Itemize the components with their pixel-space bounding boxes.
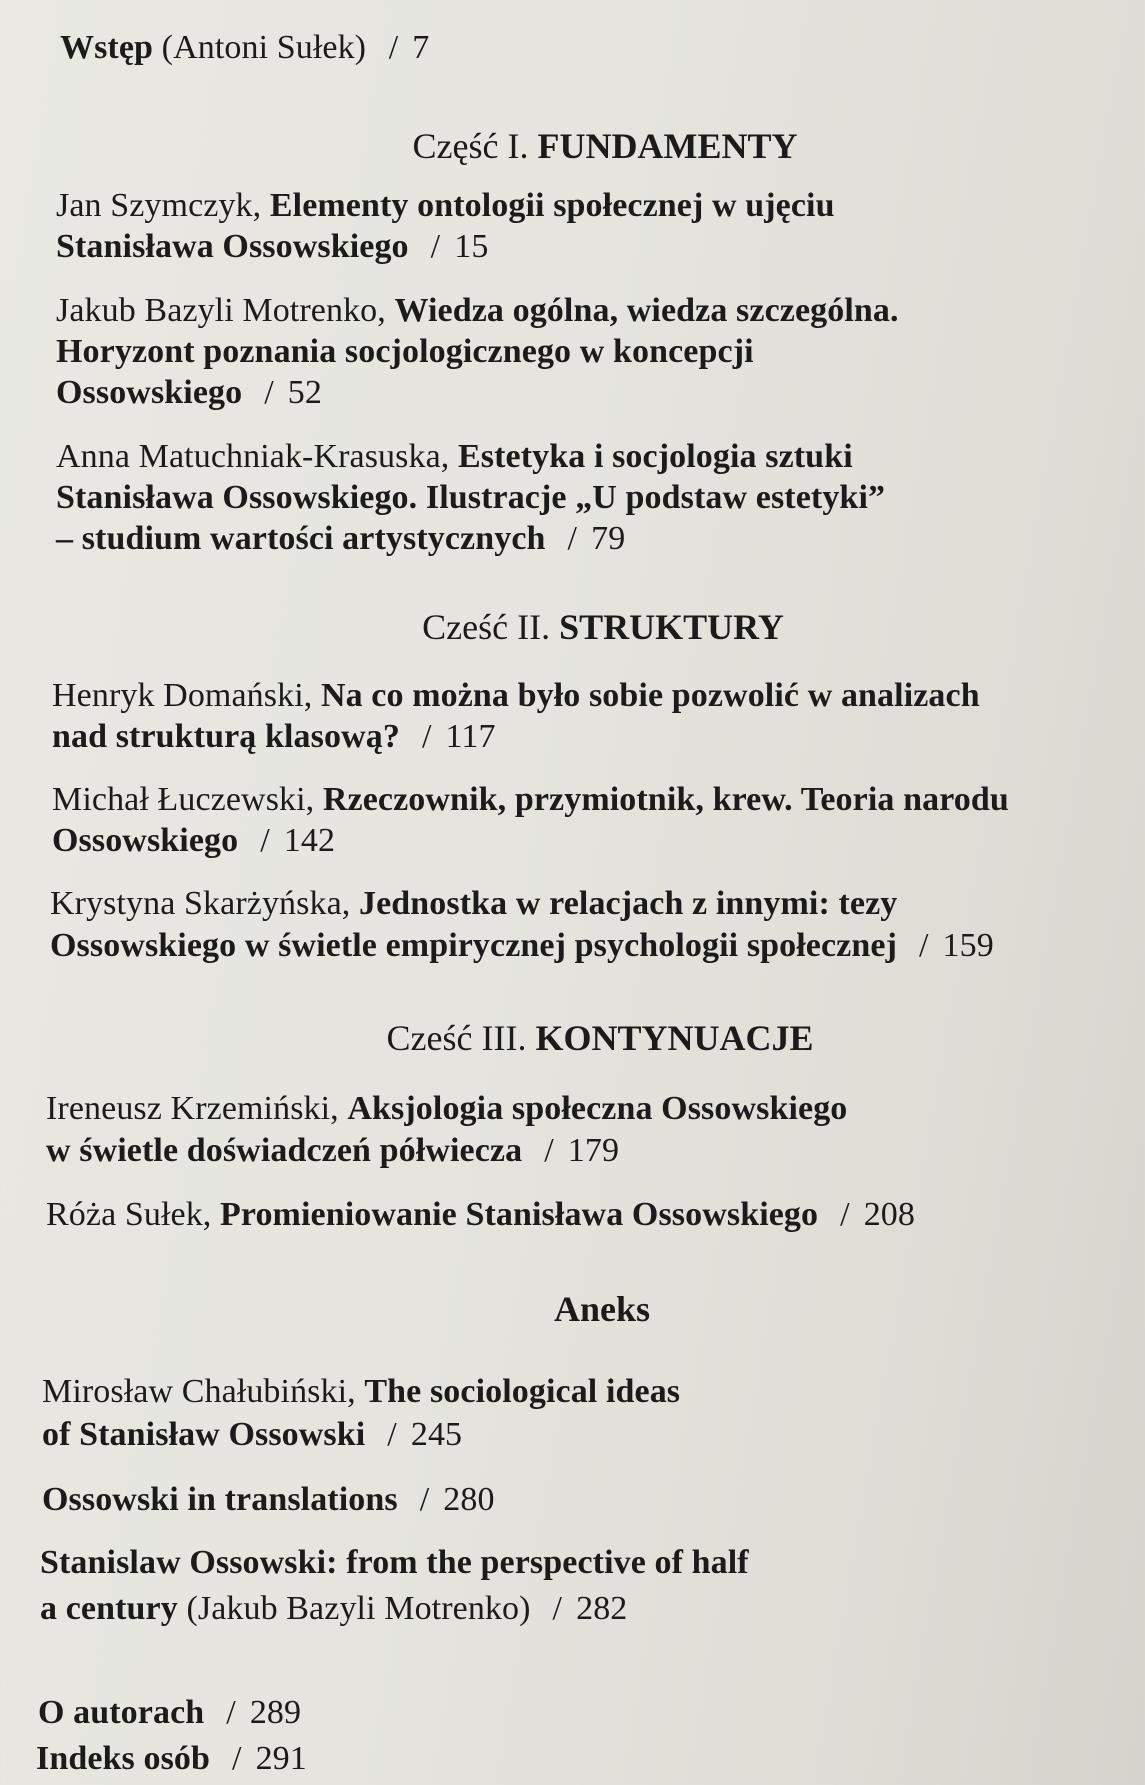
entry-title-line: Stanisława Ossowskiego. Ilustracje „U podstaw estetyki” <box>56 479 886 516</box>
entry-title-line: nad strukturą klasową? <box>52 718 400 755</box>
entry-title-line: a century <box>40 1590 178 1627</box>
entry-separator: / <box>232 1740 242 1777</box>
entry-title-line: Stanisława Ossowskiego <box>56 228 409 265</box>
entry-separator: / <box>552 1590 563 1627</box>
entry-author: Anna Matuchniak-Krasuska, <box>56 438 450 475</box>
entry-separator: / <box>544 1132 554 1169</box>
toc-entry-authors <box>38 1692 301 1734</box>
entry-author: (Antoni Sułek) <box>161 29 367 66</box>
entry-page: 117 <box>445 718 496 755</box>
entry-title-line: Horyzont poznania socjologicznego w koncepcji <box>56 333 754 370</box>
entry-title: Wstęp <box>60 29 154 66</box>
entry-author: Mirosław Chałubiński, <box>42 1373 356 1410</box>
entry-author: Ireneusz Krzemiński, <box>46 1090 339 1127</box>
entry-title-line: The sociological ideas <box>364 1373 681 1410</box>
entry-page: 142 <box>283 822 336 859</box>
entry-author: Jakub Bazyli Motrenko, <box>56 292 386 329</box>
part-heading-1 <box>0 124 1145 168</box>
part-heading-3 <box>0 1016 1145 1060</box>
entry-separator: / <box>421 718 432 755</box>
entry-title-line: Ossowskiego <box>52 822 239 859</box>
toc-entry-index <box>36 1738 307 1780</box>
entry-separator: / <box>840 1196 850 1233</box>
part-name: FUNDAMENTY <box>537 126 798 166</box>
entry-separator: / <box>430 228 441 265</box>
entry-page: 289 <box>249 1694 302 1731</box>
entry-separator: / <box>260 822 270 859</box>
entry-page: 15 <box>454 228 489 265</box>
entry-title-line: Wiedza ogólna, wiedza szczególna. <box>394 292 899 329</box>
entry-title-line: Stanislaw Ossowski: from the perspective of half <box>40 1544 749 1581</box>
entry-separator: / <box>567 520 578 557</box>
entry-author: Jan Szymczyk, <box>56 187 262 224</box>
entry-separator: / <box>919 927 929 964</box>
toc-entry-intro <box>60 27 429 69</box>
entry-title-line: Na co można było sobie pozwolić w analizach <box>320 677 980 714</box>
entry-separator: / <box>264 374 274 411</box>
entry-title-line: Aksjologia społeczna Ossowskiego <box>347 1090 848 1127</box>
entry-page: 52 <box>287 374 322 411</box>
entry-title-line: Jednostka w relacjach z innymi: tezy <box>359 885 898 922</box>
part-name: KONTYNUACJE <box>535 1018 814 1058</box>
entry-title-line: Ossowskiego w świetle empirycznej psychologii społecznej <box>50 927 897 964</box>
part-prefix: Część I. <box>412 126 529 166</box>
part-heading-2 <box>0 605 1145 649</box>
entry-title-line: Ossowskiego <box>56 374 243 411</box>
part-prefix: Cześć II. <box>422 607 551 647</box>
annex-heading-text: Aneks <box>553 1289 651 1329</box>
part-prefix: Cześć III. <box>386 1018 527 1058</box>
entry-separator: / <box>387 1416 397 1453</box>
entry-separator: / <box>388 29 399 66</box>
entry-title: O autorach <box>38 1694 205 1731</box>
entry-separator: / <box>419 1481 430 1518</box>
entry-page: 208 <box>863 1196 915 1233</box>
annex-heading <box>0 1287 1145 1331</box>
entry-title-line: Ossowski in translations <box>42 1481 398 1518</box>
entry-separator: / <box>226 1694 236 1731</box>
entry-page: 280 <box>443 1481 495 1518</box>
entry-author: Henryk Domański, <box>52 677 313 714</box>
entry-author: Róża Sułek, <box>46 1196 212 1233</box>
entry-page: 291 <box>255 1740 307 1777</box>
entry-title-line: of Stanisław Ossowski <box>42 1416 366 1453</box>
entry-page: 282 <box>576 1590 628 1627</box>
entry-page: 159 <box>942 927 994 964</box>
entry-author: Michał Łuczewski, <box>52 781 315 818</box>
entry-page: 79 <box>591 520 626 557</box>
entry-title-line: Rzeczownik, przymiotnik, krew. Teoria narodu <box>322 781 1009 818</box>
entry-title-line: Promieniowanie Stanisława Ossowskiego <box>220 1196 819 1233</box>
entry-title-line: w świetle doświadczeń półwiecza <box>46 1132 523 1169</box>
entry-title-line: – studium wartości artystycznych <box>56 520 546 557</box>
entry-title-line: Elementy ontologii społecznej w ujęciu <box>269 187 835 224</box>
entry-suffix: (Jakub Bazyli Motrenko) <box>186 1590 531 1627</box>
entry-title-line: Estetyka i socjologia sztuki <box>458 438 853 475</box>
entry-page: 7 <box>412 29 430 66</box>
entry-page: 245 <box>410 1416 463 1453</box>
entry-page: 179 <box>567 1132 620 1169</box>
entry-author: Krystyna Skarżyńska, <box>50 885 351 922</box>
entry-title: Indeks osób <box>36 1740 211 1777</box>
part-name: STRUKTURY <box>559 607 784 647</box>
